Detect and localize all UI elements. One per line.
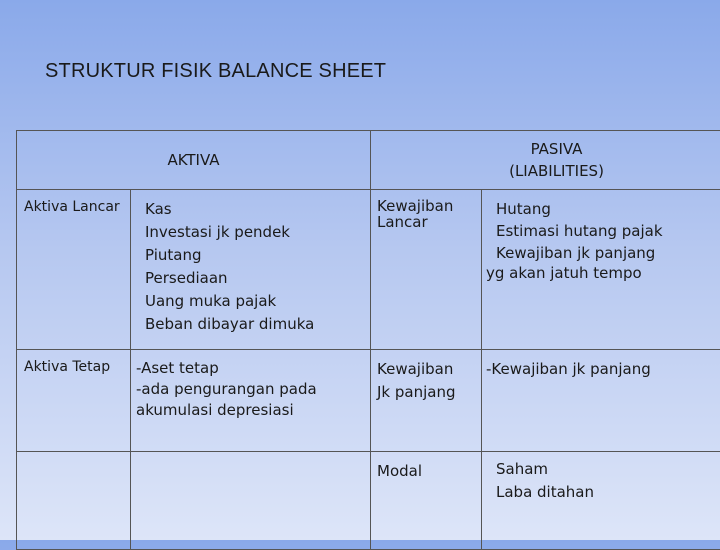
- aktiva-lancar-items: [131, 190, 371, 350]
- list-item: Kewajiban jk panjang: [486, 242, 720, 264]
- kewajiban-jk-panjang-label: [371, 350, 482, 452]
- list-item: Laba ditahan: [496, 481, 720, 504]
- kewajiban-jk-panjang-items: [482, 350, 720, 452]
- list-item: Investasi jk pendek: [145, 221, 370, 244]
- balance-sheet-table: [16, 130, 720, 550]
- modal-label: Modal: [371, 452, 482, 550]
- list-item: akumulasi depresiasi: [136, 400, 370, 421]
- aktiva-header: AKTIVA: [17, 131, 371, 190]
- kewajiban-lancar-line1: Kewajiban: [377, 198, 481, 214]
- table-row: [17, 452, 720, 550]
- aktiva-tetap-items: [131, 350, 371, 452]
- pasiva-header-line1: PASIVA: [393, 138, 720, 160]
- table-row: [17, 350, 720, 452]
- slide-title: STRUKTUR FISIK BALANCE SHEET: [45, 60, 386, 83]
- modal-items: [482, 452, 720, 550]
- kewajiban-jk-panjang-line1: Kewajiban: [377, 358, 481, 381]
- table-row: [17, 190, 720, 350]
- list-item: Kas: [145, 198, 370, 221]
- kewajiban-lancar-line2: Lancar: [377, 214, 481, 230]
- aktiva-tetap-label: Aktiva Tetap: [17, 350, 131, 452]
- aktiva-lancar-label: Aktiva Lancar: [17, 190, 131, 350]
- kewajiban-lancar-label: [371, 190, 482, 350]
- list-item: Hutang: [486, 198, 720, 220]
- empty-cell: [131, 452, 371, 550]
- list-item: Estimasi hutang pajak: [486, 220, 720, 242]
- list-item: Piutang: [145, 244, 370, 267]
- list-item: Persediaan: [145, 267, 370, 290]
- list-item: Saham: [496, 458, 720, 481]
- kewajiban-jk-panjang-line2: Jk panjang: [377, 381, 481, 404]
- list-item: -ada pengurangan pada: [136, 379, 370, 400]
- list-item: Beban dibayar dimuka: [145, 313, 370, 336]
- list-item: -Aset tetap: [136, 358, 370, 379]
- list-item: yg akan jatuh tempo: [486, 264, 720, 282]
- empty-cell: [17, 452, 131, 550]
- list-item: -Kewajiban jk panjang: [486, 360, 651, 378]
- pasiva-header-line2: (LIABILITIES): [393, 160, 720, 182]
- list-item: Uang muka pajak: [145, 290, 370, 313]
- kewajiban-lancar-items: [482, 190, 720, 350]
- header-row: [17, 131, 720, 190]
- pasiva-header: [371, 131, 720, 190]
